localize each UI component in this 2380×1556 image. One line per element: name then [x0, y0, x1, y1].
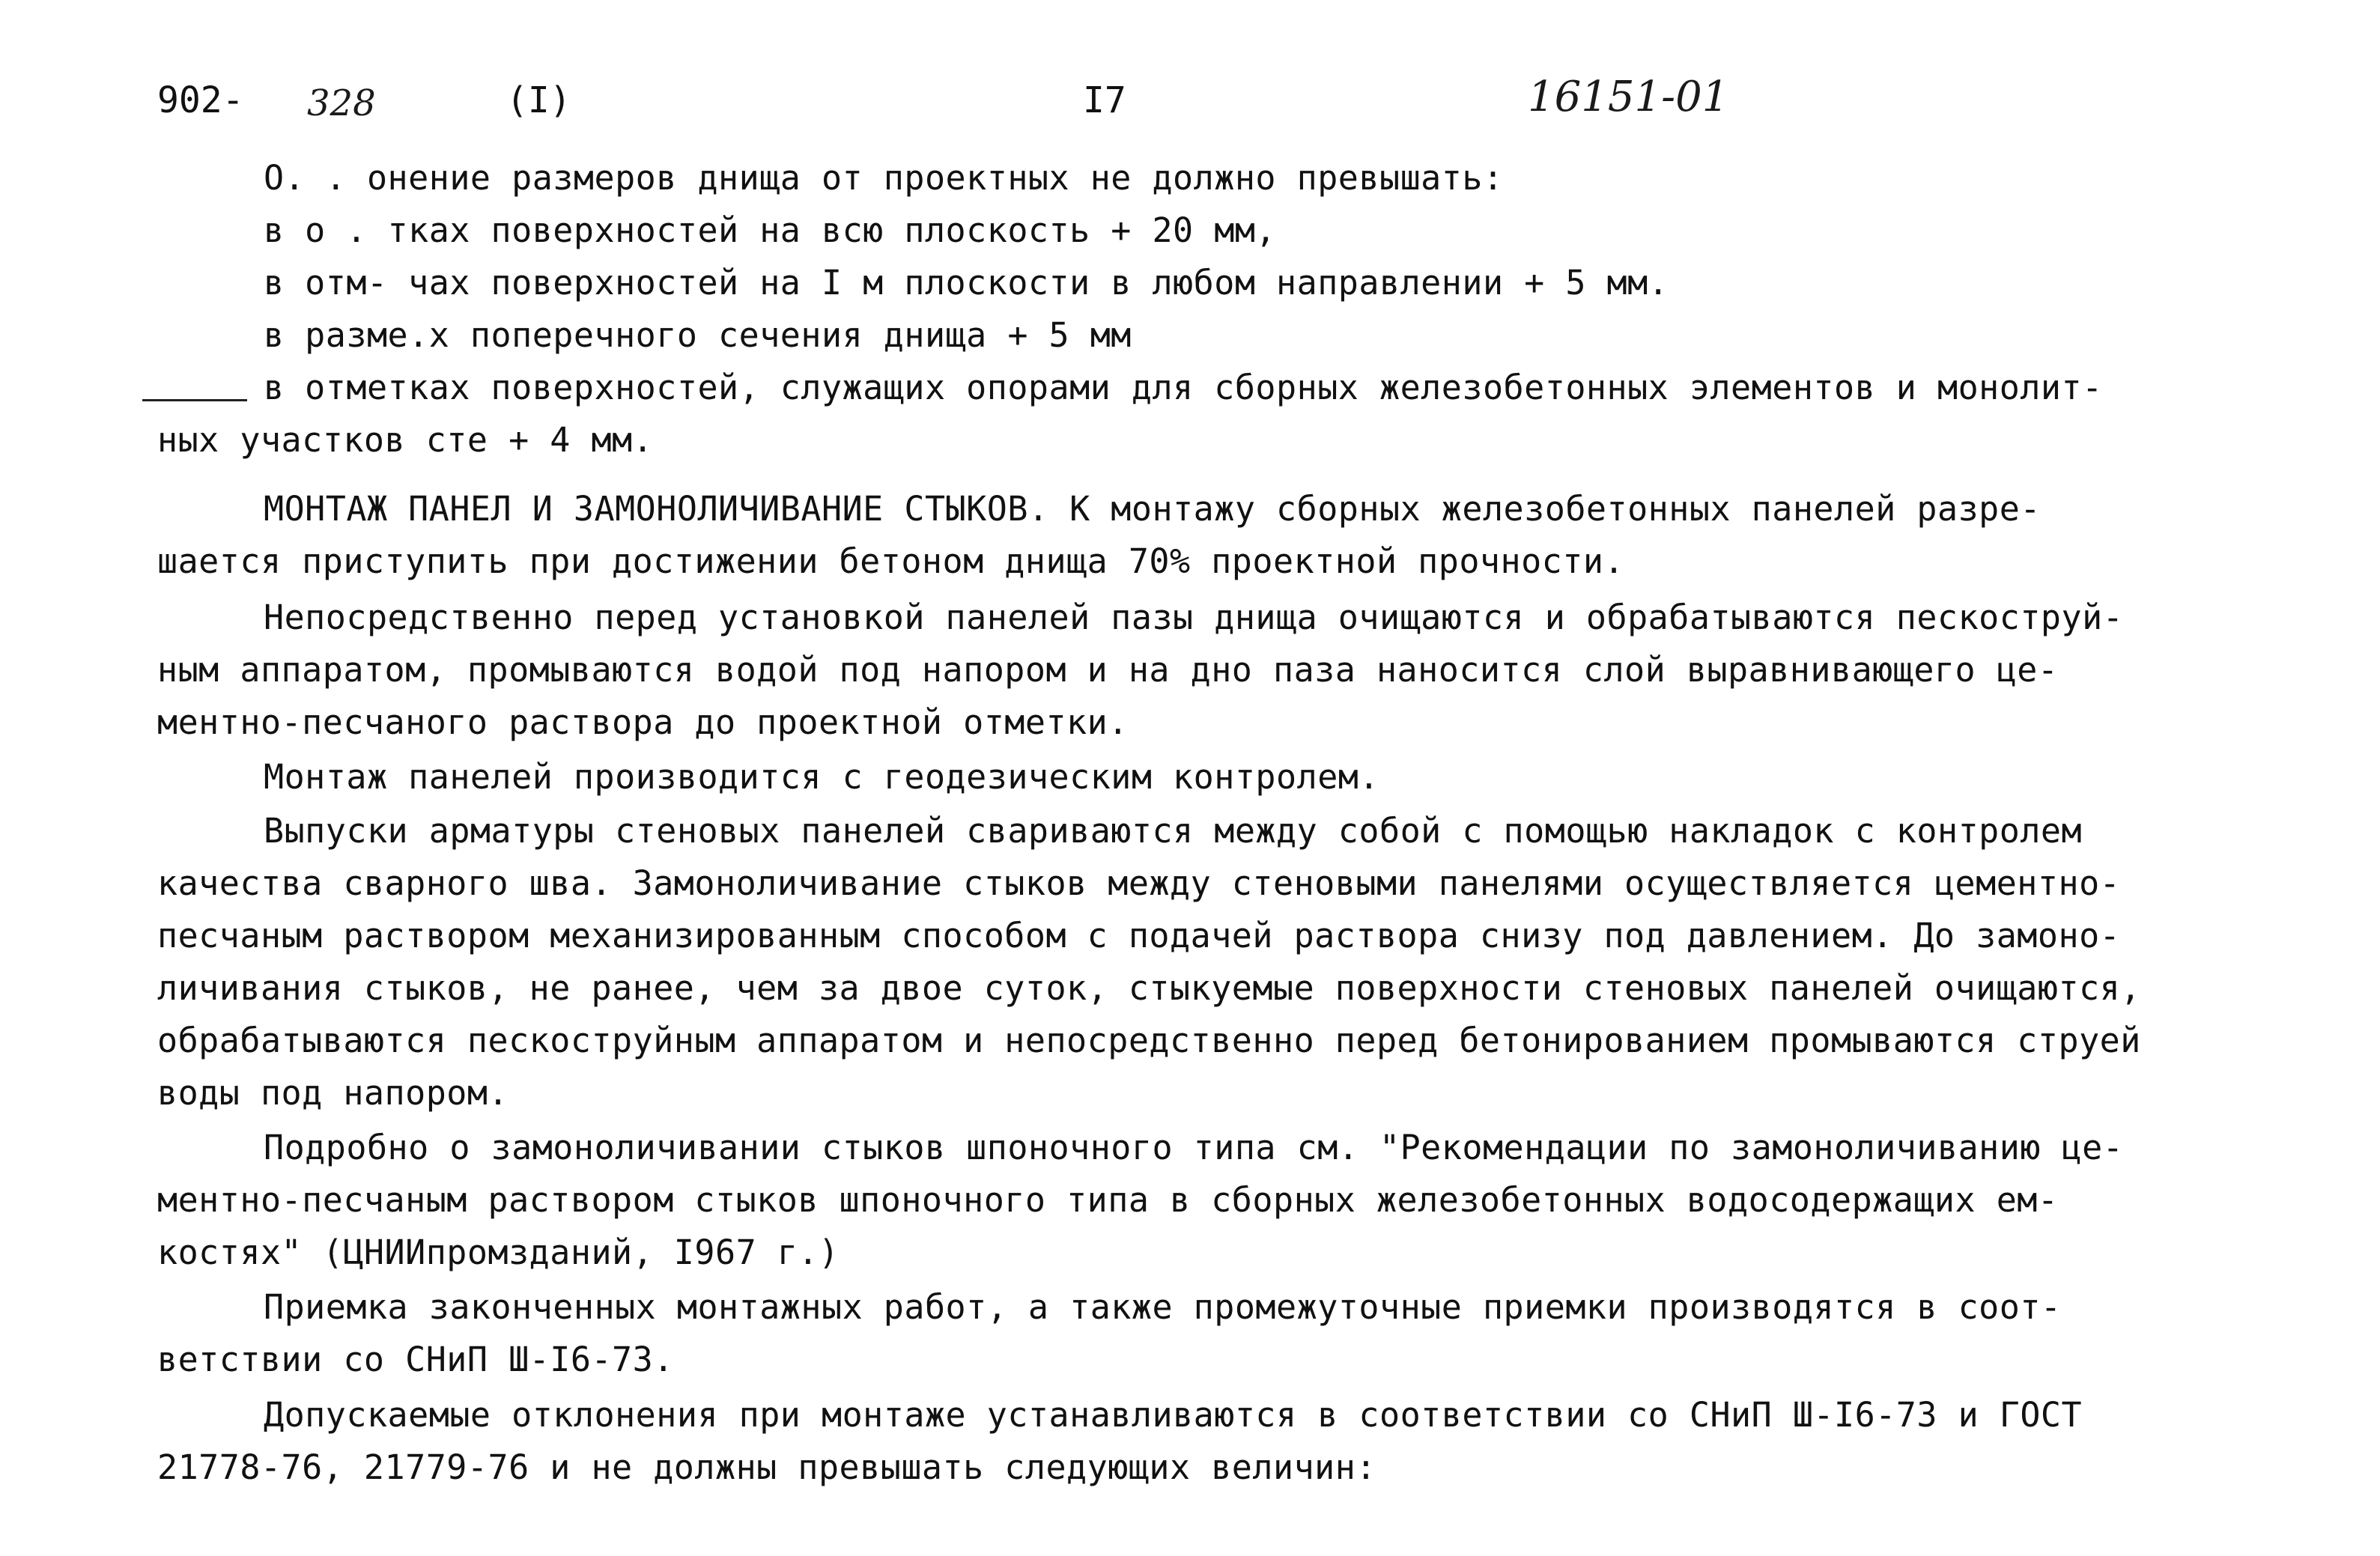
text-line: Приемка законченных монтажных работ, а также промежуточные приемки производятся в соот-: [264, 1287, 2062, 1327]
text-line: Выпуски арматуры стеновых панелей свариваются между собой с помощью накладок с контролем: [264, 811, 2083, 851]
text-line: в о . тках поверхностей на всю плоскость + 20 мм,: [264, 210, 1277, 250]
text-line: воды под напором.: [157, 1073, 509, 1113]
text-line: МОНТАЖ ПАНЕЛ И ЗАМОНОЛИЧИВАНИЕ СТЫКОВ. К монтажу сборных железобетонных панелей разре-: [264, 489, 2041, 529]
text-line: в разме.х поперечного сечения днища + 5 мм: [264, 315, 1132, 355]
text-line: в отметках поверхностей, служащих опорами для сборных железобетонных элементов и монолит-: [264, 368, 2103, 407]
text-line: ментно-песчаным раствором стыков шпоночного типа в сборных железобетонных водосодержащих ем-: [157, 1180, 2059, 1220]
page-number: I7: [1083, 79, 1126, 121]
text-line: личивания стыков, не ранее, чем за двое суток, стыкуемые поверхности стеновых панелей очищаются,: [157, 968, 2141, 1008]
text-line: 21778-76, 21779-76 и не должны превышать следующих величин:: [157, 1447, 1376, 1487]
document-code-handwritten: 16151-01: [1528, 73, 1729, 121]
issue-number: (I): [506, 79, 571, 121]
text-line: ных участков сте + 4 мм.: [157, 420, 654, 460]
text-line: ментно-песчаного раствора до проектной отметки.: [157, 702, 1129, 742]
text-line: О. . онение размеров днища от проектных не должно превышать:: [264, 158, 1504, 198]
text-line: Непосредственно перед установкой панелей пазы днища очищаются и обрабатываются пескоструй-: [264, 598, 2124, 637]
series-code: 902-: [157, 79, 244, 121]
text-line: ным аппаратом, промываются водой под напором и на дно паза наносится слой выравнивающего це-: [157, 650, 2059, 690]
text-line: костях" (ЦНИИпромзданий, I967 г.): [157, 1233, 840, 1272]
series-number-handwritten: 328: [307, 82, 376, 124]
text-line: обрабатываются пескоструйным аппаратом и непосредственно перед бетонированием промываются струей: [157, 1021, 2141, 1060]
text-line: песчаным раствором механизированным способом с подачей раствора снизу под давлением. До замоно-: [157, 916, 2121, 955]
text-line: Подробно о замоноличивании стыков шпоночного типа см. "Рекомендации по замоноличиванию це-: [264, 1128, 2124, 1167]
text-line: ветствии со СНиП Ш-I6-73.: [157, 1340, 674, 1379]
text-line: Допускаемые отклонения при монтаже устанавливаются в соответствии со СНиП Ш-I6-73 и ГОСТ: [264, 1395, 2083, 1435]
text-line: Монтаж панелей производится с геодезическим контролем.: [264, 757, 1379, 797]
text-line: в отм- чах поверхностей на I м плоскости в любом направлении + 5 мм.: [264, 263, 1669, 303]
text-line: шается приступить при достижении бетоном днища 70% проектной прочности.: [157, 541, 1625, 581]
text-line: качества сварного шва. Замоноличивание стыков между стеновыми панелями осуществляется цементно-: [157, 863, 2121, 903]
margin-rule: [142, 399, 247, 401]
